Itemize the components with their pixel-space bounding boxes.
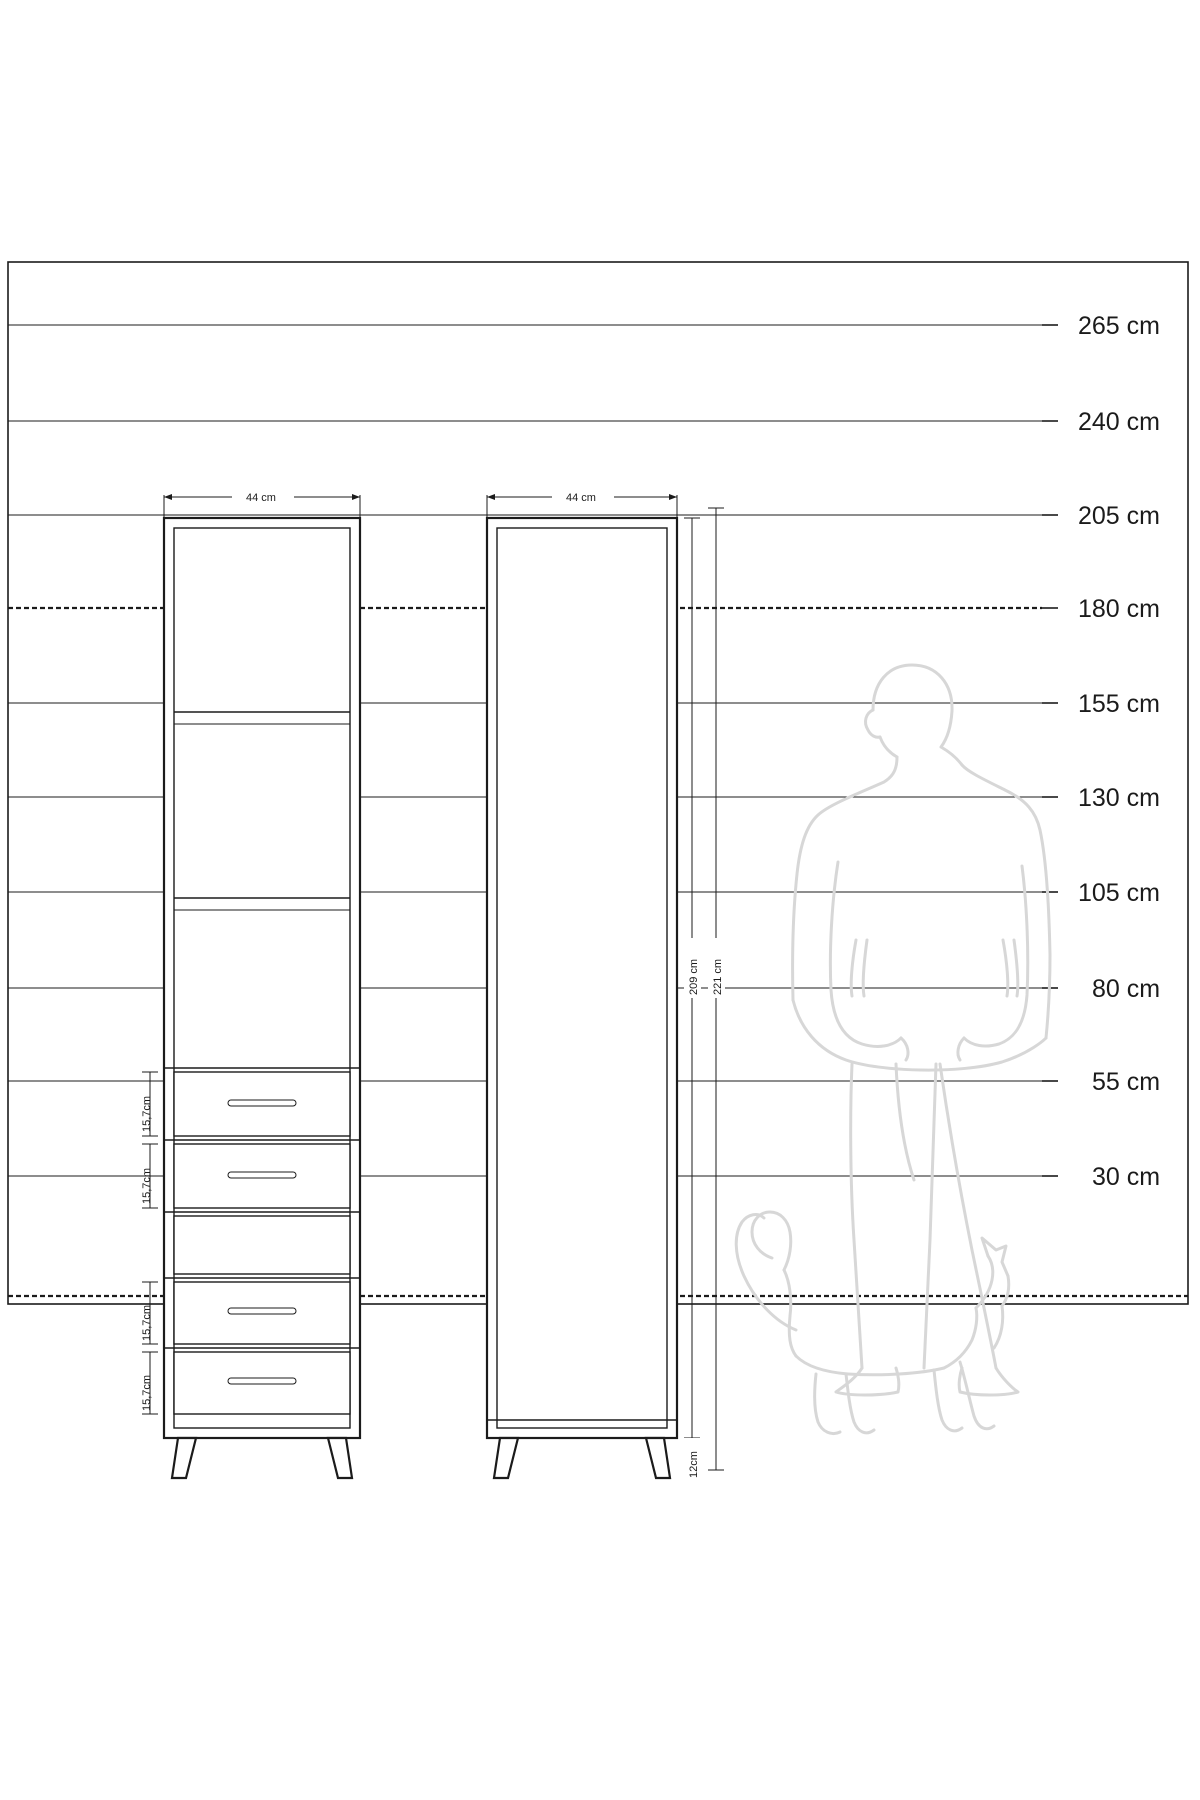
human-silhouette [793, 665, 1050, 1395]
cat-silhouette [736, 1212, 1009, 1434]
drawer-height-5: 15,7cm [141, 1374, 153, 1411]
cabinet-left-leg-right [328, 1438, 352, 1478]
cabinet-right-door[interactable] [497, 528, 667, 1428]
leg-height-label: 12cm [688, 1451, 700, 1478]
cabinet-right-leg-left [494, 1438, 518, 1478]
drawer-3[interactable] [174, 1216, 350, 1274]
scale-ticks [1042, 325, 1058, 1176]
cabinet-left-leg-left [172, 1438, 196, 1478]
drawer-height-dimensions [141, 1072, 158, 1414]
scale-label-group [1078, 312, 1160, 1191]
scale-label-30: 30 cm [1092, 1163, 1161, 1191]
drawer-height-4: 15,7cm [141, 1304, 153, 1341]
scale-label-265: 265 cm [1078, 312, 1160, 340]
cabinet-left [164, 487, 360, 1478]
scale-label-155: 155 cm [1078, 690, 1160, 718]
drawer-2[interactable] [174, 1144, 350, 1208]
cabinet-right-width-label: 44 cm [566, 492, 596, 504]
scale-label-240: 240 cm [1078, 408, 1160, 436]
drawer-height-2: 15,7cm [141, 1167, 153, 1204]
drawer-height-1: 15,7cm [141, 1095, 153, 1132]
scale-label-105: 105 cm [1078, 879, 1160, 907]
cabinet-right [487, 487, 677, 1478]
scale-label-205: 205 cm [1078, 502, 1160, 530]
height-221-label: 221 cm [712, 958, 724, 995]
drawer-1[interactable] [174, 1072, 350, 1136]
drawer-4[interactable] [174, 1282, 350, 1344]
cabinet-right-leg-right [646, 1438, 670, 1478]
scale-label-130: 130 cm [1078, 784, 1160, 812]
scale-label-180: 180 cm [1078, 595, 1160, 623]
scale-label-80: 80 cm [1092, 975, 1161, 1003]
height-209-label: 209 cm [688, 958, 700, 995]
scale-label-55: 55 cm [1092, 1068, 1161, 1096]
drawer-5[interactable] [174, 1352, 350, 1414]
cabinet-left-width-label: 44 cm [246, 492, 276, 504]
height-dimensions [684, 508, 725, 1480]
